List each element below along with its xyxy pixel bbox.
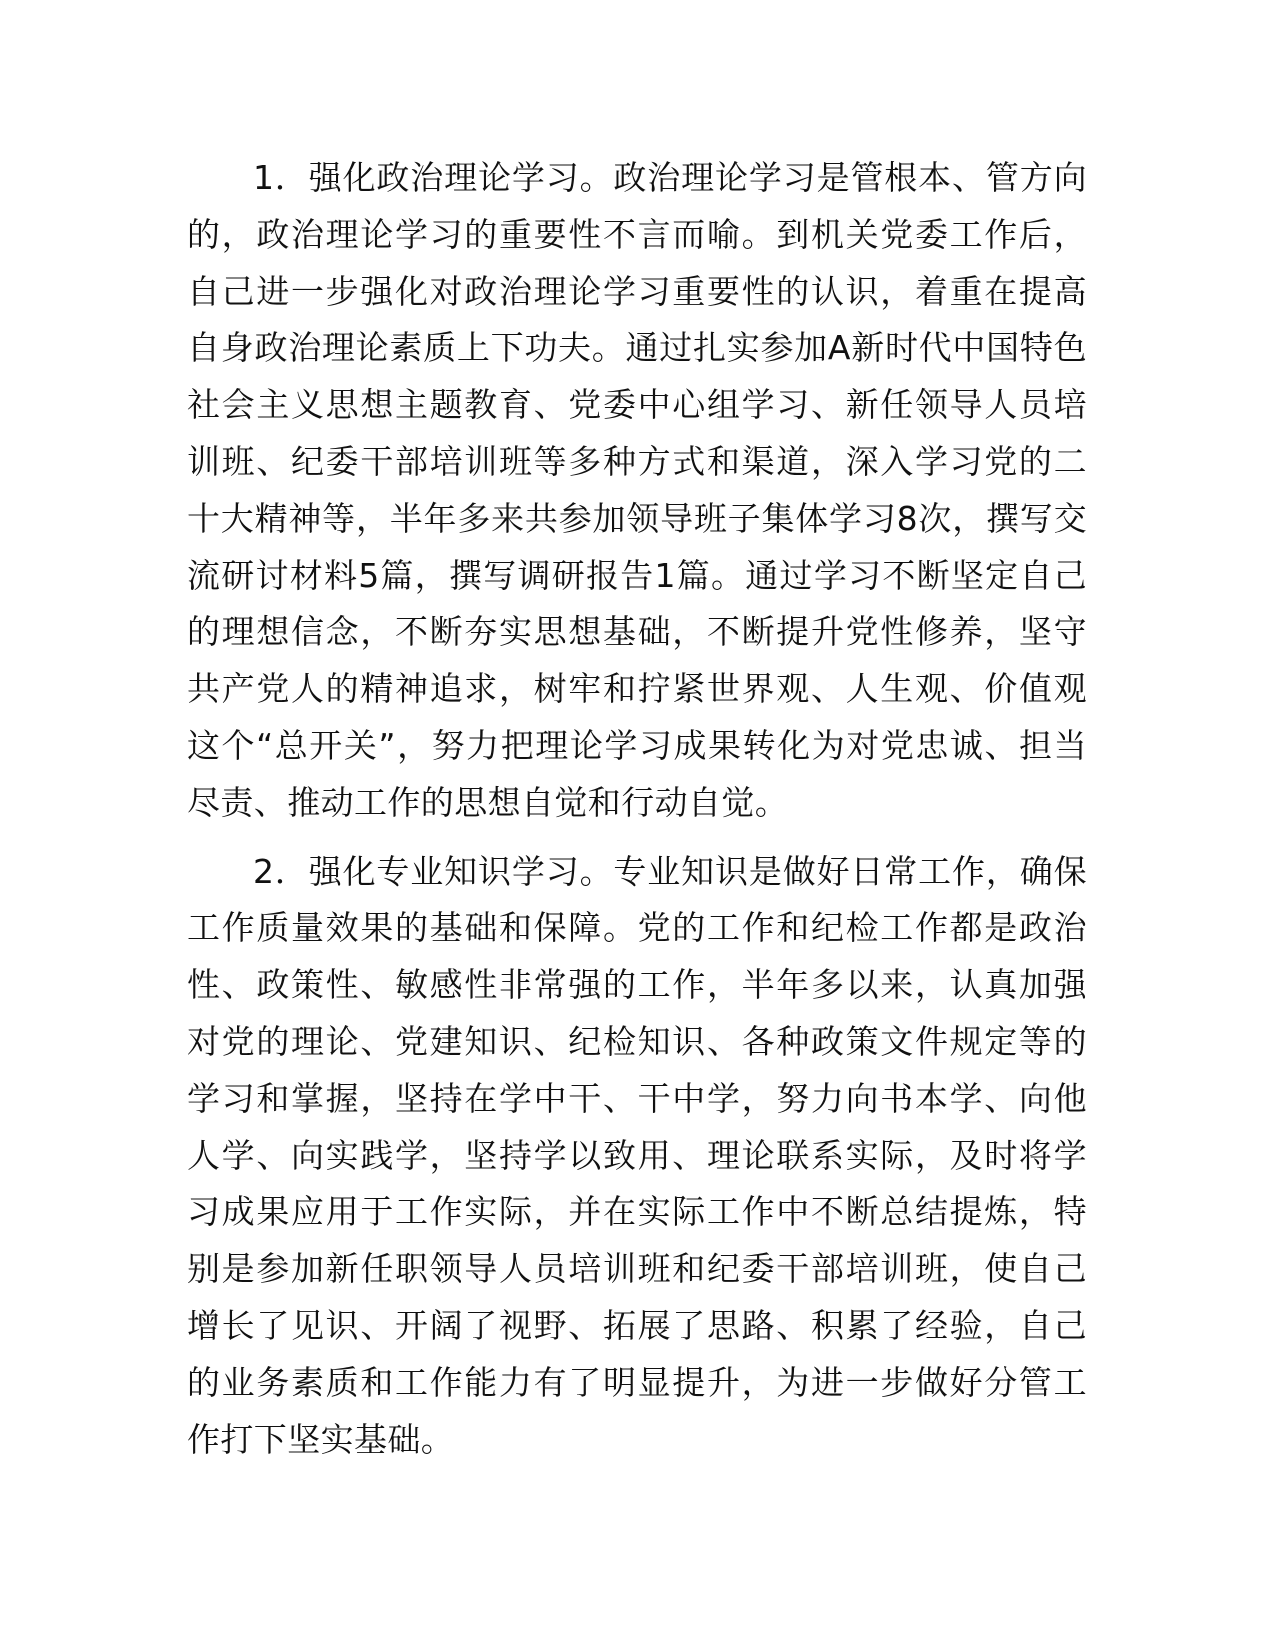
paragraph-professional-knowledge-study: 2．强化专业知识学习。专业知识是做好日常工作，确保工作质量效果的基础和保障。党的工作和纪检工作都是政治性、政策性、敏感性非常强的工作，半年多以来，认真加强对党的理论、党建知识、纪检知识、各种政策文件规定等的学习和掌握，坚持在学中干、干中学，努力向书本学、向他人学、向实践学，坚持学以致用、理论联系实际，及时将学习成果应用于工作实际，并在实际工作中不断总结提炼，特别是参加新任职领导人员培训班和纪委干部培训班，使自己增长了见识、开阔了视野、拓展了思路、积累了经验，自己的业务素质和工作能力有了明显提升，为进一步做好分管工作打下坚实基础。 — [187, 851, 1087, 1459]
paragraph-political-theory-study: 1．强化政治理论学习。政治理论学习是管根本、管方向的，政治理论学习的重要性不言而喻。到机关党委工作后，自己进一步强化对政治理论学习重要性的认识，着重在提高自身政治理论素质上下功夫。通过扎实参加A新时代中国特色社会主义思想主题教育、党委中心组学习、新任领导人员培训班、纪委干部培训班等多种方式和渠道，深入学习党的二十大精神等，半年多来共参加领导班子集体学习8次，撰写交流研讨材料5篇，撰写调研报告1篇。通过学习不断坚定自己的理想信念，不断夯实思想基础，不断提升党性修养，坚守共产党人的精神追求，树牢和拧紧世界观、人生观、价值观这个“总开关”，努力把理论学习成果转化为对党忠诚、担当尽责、推动工作的思想自觉和行动自觉。 — [187, 158, 1087, 822]
document-body — [187, 150, 1087, 1468]
